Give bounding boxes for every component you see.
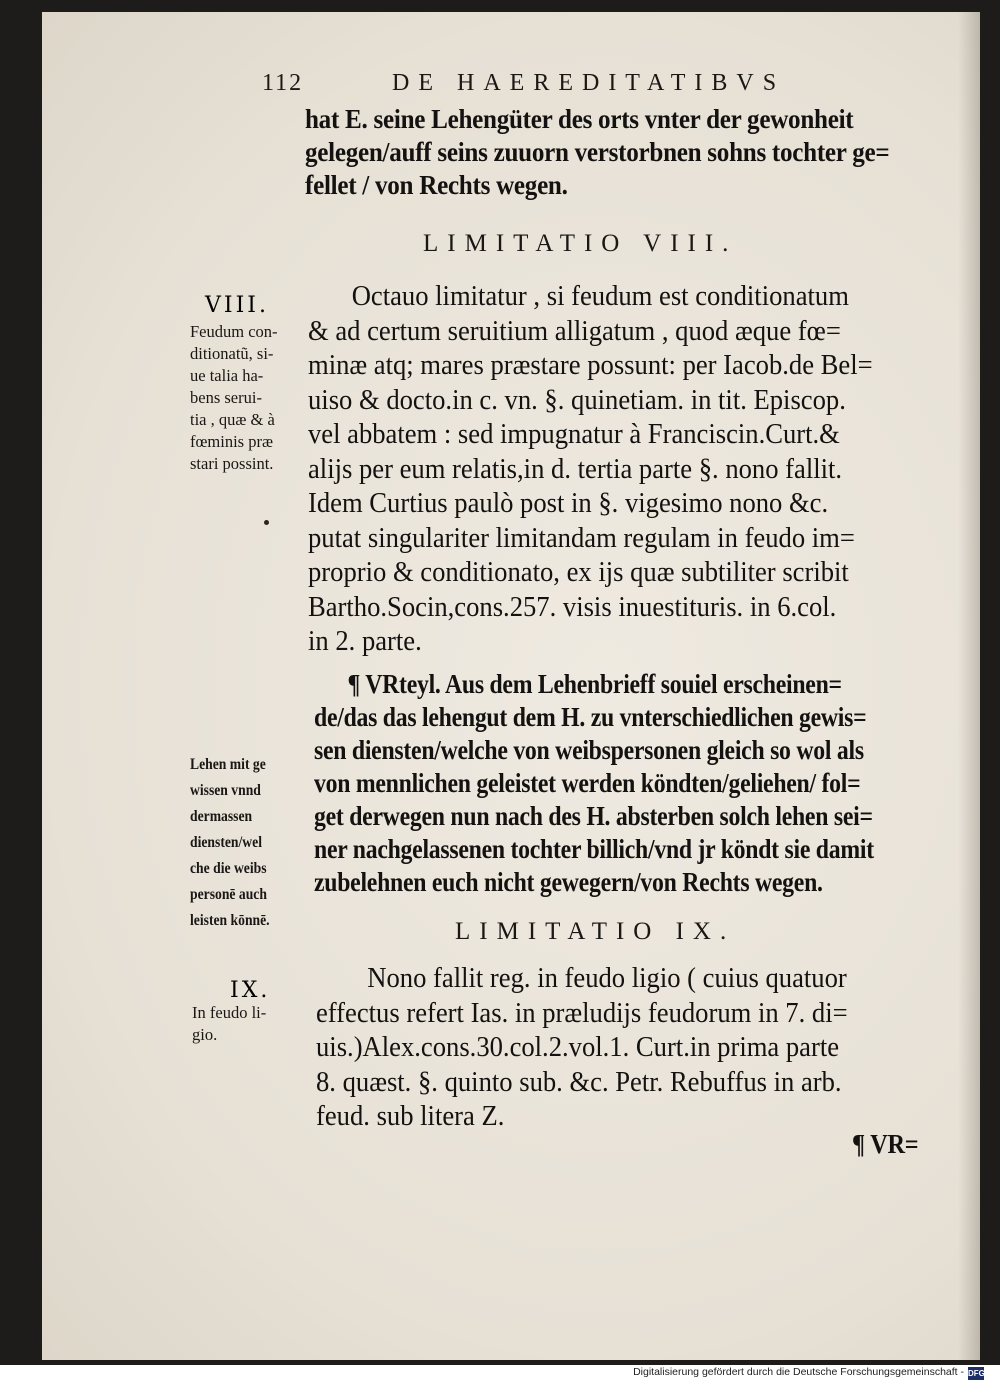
text-line: hat E. seine Lehengüter des orts vnter der gewonheit	[305, 104, 854, 134]
margin-line: che die weibs	[190, 860, 267, 877]
dfg-logo: DFG	[968, 1369, 985, 1378]
margin-line: ue talia ha-	[190, 366, 264, 385]
margin-note-viii	[190, 321, 278, 475]
text-line: von mennlichen geleistet werden köndten/geliehen/ fol=	[314, 768, 861, 798]
text-line: effectus refert Ias. in præludijs feudorum in 7. di=	[316, 997, 848, 1029]
urteil-paragraph-viii	[314, 668, 874, 899]
text-line: de/das das lehengut dem H. zu vnterschiedlichen gewis=	[314, 702, 867, 732]
margin-line: wissen vnnd	[190, 782, 261, 799]
intro-german-paragraph	[305, 103, 889, 202]
text-line: 8. quæst. §. quinto sub. &c. Petr. Rebuffus in arb.	[316, 1066, 842, 1098]
margin-line: diensten/wel	[190, 834, 262, 851]
text-line: vel abbatem : sed impugnatur à Franciscin.Curt.&	[308, 419, 840, 450]
margin-line: leisten kōnnē.	[190, 912, 270, 929]
digitization-credit: Digitalisierung gefördert durch die Deutsche Forschungsgemeinschaft -	[633, 1366, 964, 1378]
margin-line: tia , quæ & à	[190, 410, 275, 429]
margin-line: Feudum con-	[190, 322, 278, 341]
text-line: uis.)Alex.cons.30.col.2.vol.1. Curt.in prima parte	[316, 1032, 840, 1063]
margin-note-german	[190, 752, 270, 934]
page-gutter-shadow	[958, 12, 980, 1360]
margin-number-ix: IX.	[230, 978, 271, 1003]
margin-line: stari possint.	[190, 454, 274, 473]
margin-line: personē auch	[190, 886, 267, 903]
text-line: uiso & docto.in c. vn. §. quinetiam. in tit. Episcop.	[308, 384, 846, 416]
text-line: Nono fallit reg. in feudo ligio ( cuius quatuor	[367, 963, 847, 994]
text-line: proprio & conditionato, ex ijs quæ subtiliter scribit	[308, 557, 849, 588]
catchword: ¶ VR=	[852, 1129, 919, 1159]
text-line: alijs per eum relatis,in d. tertia parte §. nono fallit.	[308, 453, 843, 485]
margin-line: In feudo li-	[192, 1003, 267, 1022]
text-line: feud. sub litera Z.	[316, 1101, 505, 1132]
margin-number-viii: VIII.	[205, 293, 269, 318]
margin-line: fœminis præ	[190, 432, 273, 451]
text-line: Idem Curtius paulò post in §. vigesimo nono &c.	[308, 488, 829, 519]
page-number: 112	[262, 70, 304, 96]
text-line: putat singulariter limitandam regulam in feudo im=	[308, 522, 855, 554]
margin-line: bens serui-	[190, 388, 262, 407]
section-heading-viii: LIMITATIO VIII.	[423, 230, 738, 257]
text-line: get derwegen nun nach des H. absterben solch lehen sei=	[314, 801, 873, 831]
text-line: minæ atq; mares præstare possunt: per Iacob.de Bel=	[308, 350, 873, 381]
latin-paragraph-viii	[308, 280, 873, 660]
text-line: sen diensten/welche von weibspersonen gleich so wol als	[314, 735, 864, 765]
running-title: DE HAEREDITATIBVS	[392, 70, 786, 96]
text-line: ¶ VRteyl. Aus dem Lehenbrieff souiel erscheinen=	[347, 669, 842, 699]
text-line: zubelehnen euch nicht gewegern/von Rechts wegen.	[314, 867, 823, 897]
margin-line: gio.	[192, 1025, 218, 1044]
margin-line: Lehen mit ge	[190, 756, 266, 773]
text-line: gelegen/auff seins zuuorn verstorbnen sohns tochter ge=	[305, 137, 890, 167]
margin-note-ix	[192, 1002, 266, 1046]
section-heading-ix: LIMITATIO IX.	[455, 918, 736, 945]
text-line: ner nachgelassenen tochter billich/vnd jr köndt sie damit	[314, 834, 874, 864]
margin-line: dermassen	[190, 808, 253, 825]
text-line: fellet / von Rechts wegen.	[305, 170, 568, 200]
text-line: Bartho.Socin,cons.257. visis inuestituris. in 6.col.	[308, 591, 837, 623]
latin-paragraph-ix	[316, 962, 848, 1135]
text-line: & ad certum seruitium alligatum , quod æque fœ=	[308, 315, 841, 347]
margin-line: ditionatũ, si-	[190, 344, 274, 363]
ink-speck	[264, 520, 269, 525]
text-line: in 2. parte.	[308, 626, 422, 657]
text-line: Octauo limitatur , si feudum est conditionatum	[351, 281, 849, 312]
